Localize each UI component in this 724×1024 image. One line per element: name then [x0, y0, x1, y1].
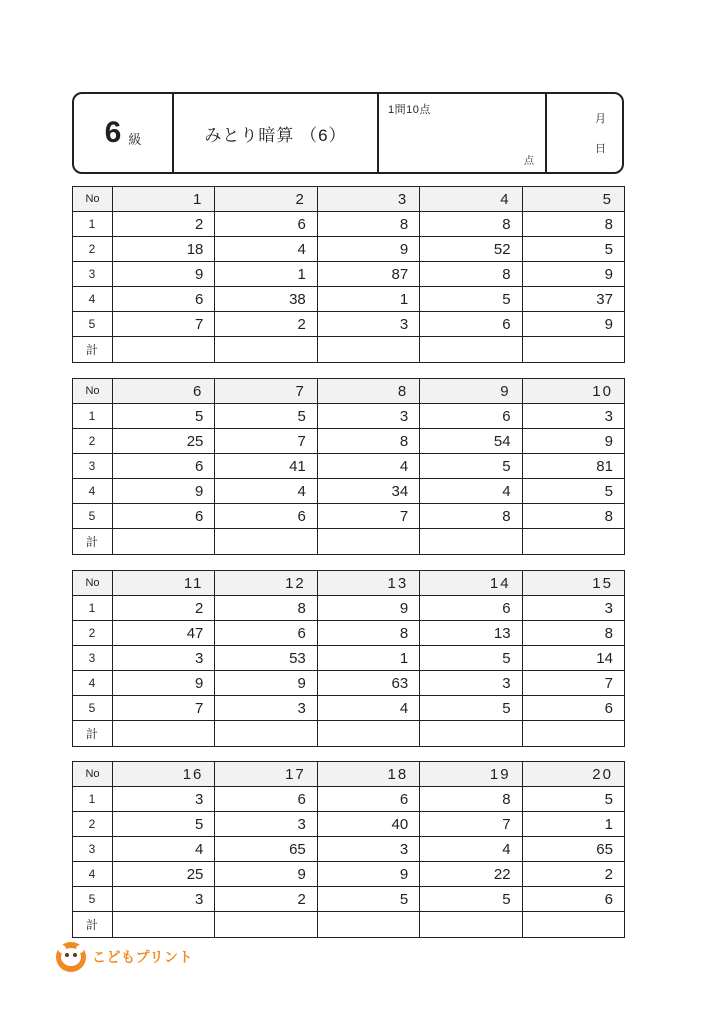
sum-answer-box[interactable]	[420, 912, 522, 938]
sum-answer-box[interactable]	[317, 721, 419, 747]
cell-value: 8	[522, 212, 624, 237]
column-header: 9	[420, 379, 522, 404]
sum-label: 計	[73, 337, 113, 363]
cell-value: 8	[317, 621, 419, 646]
problem-table-3	[72, 570, 625, 747]
cell-value: 3	[113, 887, 215, 912]
table-row	[73, 212, 625, 237]
table-row	[73, 312, 625, 337]
cell-value: 52	[420, 237, 522, 262]
row-label: 4	[73, 862, 113, 887]
sum-label: 計	[73, 721, 113, 747]
cell-value: 5	[522, 479, 624, 504]
problem-table-2	[72, 378, 625, 555]
sum-answer-box[interactable]	[113, 721, 215, 747]
row-label: 5	[73, 696, 113, 721]
sum-answer-box[interactable]	[317, 337, 419, 363]
cell-value: 9	[317, 237, 419, 262]
cell-value: 9	[215, 671, 317, 696]
cell-value: 7	[113, 312, 215, 337]
score-unit: 点	[524, 156, 534, 167]
sum-row	[73, 529, 625, 555]
cell-value: 6	[420, 596, 522, 621]
cell-value: 2	[113, 596, 215, 621]
cell-value: 6	[215, 212, 317, 237]
cell-value: 34	[317, 479, 419, 504]
cell-value: 8	[317, 212, 419, 237]
cell-value: 5	[420, 696, 522, 721]
cell-value: 8	[522, 504, 624, 529]
table-row	[73, 837, 625, 862]
row-label: 2	[73, 429, 113, 454]
date-month-label: 月	[595, 113, 606, 125]
date-cell	[547, 94, 622, 172]
date-day-label: 日	[595, 143, 606, 155]
row-label: 1	[73, 404, 113, 429]
bear-face-icon	[61, 948, 81, 966]
cell-value: 8	[317, 429, 419, 454]
column-header-no: No	[73, 379, 113, 404]
row-label: 2	[73, 621, 113, 646]
table-header-row	[73, 187, 625, 212]
sum-row	[73, 912, 625, 938]
cell-value: 25	[113, 862, 215, 887]
column-header: 15	[522, 571, 624, 596]
column-header: 6	[113, 379, 215, 404]
cell-value: 2	[522, 862, 624, 887]
row-label: 1	[73, 596, 113, 621]
cell-value: 87	[317, 262, 419, 287]
cell-value: 6	[420, 312, 522, 337]
table-row	[73, 262, 625, 287]
cell-value: 37	[522, 287, 624, 312]
cell-value: 7	[420, 812, 522, 837]
cell-value: 3	[317, 404, 419, 429]
column-header: 13	[317, 571, 419, 596]
cell-value: 8	[420, 262, 522, 287]
cell-value: 9	[113, 262, 215, 287]
cell-value: 7	[113, 696, 215, 721]
cell-value: 8	[420, 212, 522, 237]
sum-answer-box[interactable]	[215, 529, 317, 555]
bear-logo-icon	[56, 942, 86, 972]
table-row	[73, 887, 625, 912]
sum-label: 計	[73, 529, 113, 555]
cell-value: 65	[522, 837, 624, 862]
cell-value: 2	[215, 312, 317, 337]
table-row	[73, 696, 625, 721]
cell-value: 22	[420, 862, 522, 887]
cell-value: 4	[317, 454, 419, 479]
cell-value: 5	[420, 287, 522, 312]
cell-value: 41	[215, 454, 317, 479]
score-note: 1問10点	[388, 104, 431, 116]
sum-answer-box[interactable]	[113, 529, 215, 555]
cell-value: 53	[215, 646, 317, 671]
row-label: 4	[73, 671, 113, 696]
table-row	[73, 404, 625, 429]
table-row	[73, 862, 625, 887]
table-header-row	[73, 379, 625, 404]
sum-answer-box[interactable]	[317, 529, 419, 555]
table-row	[73, 454, 625, 479]
row-label: 5	[73, 504, 113, 529]
logo-text: こどもプリント	[92, 949, 193, 965]
sum-answer-box[interactable]	[420, 337, 522, 363]
cell-value: 5	[522, 787, 624, 812]
cell-value: 5	[215, 404, 317, 429]
column-header-no: No	[73, 762, 113, 787]
row-label: 1	[73, 787, 113, 812]
score-cell	[379, 94, 547, 172]
table-row	[73, 237, 625, 262]
cell-value: 6	[522, 887, 624, 912]
column-header: 20	[522, 762, 624, 787]
sum-answer-box[interactable]	[522, 912, 624, 938]
cell-value: 8	[215, 596, 317, 621]
row-label: 3	[73, 454, 113, 479]
table-row	[73, 621, 625, 646]
column-header: 18	[317, 762, 419, 787]
cell-value: 7	[215, 429, 317, 454]
cell-value: 1	[215, 262, 317, 287]
cell-value: 3	[113, 787, 215, 812]
cell-value: 6	[215, 787, 317, 812]
table-row	[73, 287, 625, 312]
cell-value: 5	[113, 812, 215, 837]
column-header: 5	[522, 187, 624, 212]
sum-answer-box[interactable]	[215, 721, 317, 747]
cell-value: 4	[420, 837, 522, 862]
sum-answer-box[interactable]	[420, 529, 522, 555]
table-row	[73, 812, 625, 837]
cell-value: 6	[113, 454, 215, 479]
cell-value: 4	[317, 696, 419, 721]
cell-value: 38	[215, 287, 317, 312]
cell-value: 8	[522, 621, 624, 646]
cell-value: 2	[215, 887, 317, 912]
cell-value: 9	[522, 429, 624, 454]
cell-value: 18	[113, 237, 215, 262]
cell-value: 9	[113, 671, 215, 696]
cell-value: 1	[522, 812, 624, 837]
row-label: 5	[73, 887, 113, 912]
column-header-no: No	[73, 571, 113, 596]
problem-table-4	[72, 761, 625, 938]
column-header: 16	[113, 762, 215, 787]
cell-value: 63	[317, 671, 419, 696]
sum-answer-box[interactable]	[317, 912, 419, 938]
row-label: 3	[73, 262, 113, 287]
row-label: 5	[73, 312, 113, 337]
cell-value: 5	[113, 404, 215, 429]
table-row	[73, 646, 625, 671]
worksheet-header	[72, 92, 624, 174]
cell-value: 3	[317, 837, 419, 862]
table-row	[73, 479, 625, 504]
cell-value: 5	[522, 237, 624, 262]
cell-value: 81	[522, 454, 624, 479]
row-label: 1	[73, 212, 113, 237]
cell-value: 3	[420, 671, 522, 696]
table-header-row	[73, 571, 625, 596]
column-header: 7	[215, 379, 317, 404]
sum-answer-box[interactable]	[215, 912, 317, 938]
cell-value: 3	[215, 696, 317, 721]
cell-value: 13	[420, 621, 522, 646]
cell-value: 8	[420, 787, 522, 812]
cell-value: 6	[113, 504, 215, 529]
cell-value: 9	[522, 312, 624, 337]
row-label: 3	[73, 837, 113, 862]
cell-value: 9	[522, 262, 624, 287]
column-header: 3	[317, 187, 419, 212]
table-row	[73, 504, 625, 529]
cell-value: 14	[522, 646, 624, 671]
sum-label: 計	[73, 912, 113, 938]
column-header: 10	[522, 379, 624, 404]
grade-number: 6	[104, 116, 122, 149]
table-row	[73, 429, 625, 454]
row-label: 4	[73, 287, 113, 312]
table-row	[73, 596, 625, 621]
column-header: 14	[420, 571, 522, 596]
column-header: 8	[317, 379, 419, 404]
cell-value: 54	[420, 429, 522, 454]
column-header: 1	[113, 187, 215, 212]
cell-value: 47	[113, 621, 215, 646]
cell-value: 1	[317, 287, 419, 312]
cell-value: 3	[317, 312, 419, 337]
cell-value: 4	[215, 237, 317, 262]
column-header-no: No	[73, 187, 113, 212]
cell-value: 5	[420, 646, 522, 671]
cell-value: 7	[522, 671, 624, 696]
cell-value: 4	[215, 479, 317, 504]
cell-value: 3	[215, 812, 317, 837]
column-header: 12	[215, 571, 317, 596]
problem-table-1	[72, 186, 625, 363]
cell-value: 6	[317, 787, 419, 812]
cell-value: 40	[317, 812, 419, 837]
cell-value: 1	[317, 646, 419, 671]
worksheet-title: みとり暗算 （6）	[174, 94, 379, 172]
footer-logo	[56, 942, 193, 972]
cell-value: 9	[317, 862, 419, 887]
grade-cell	[74, 94, 174, 172]
cell-value: 65	[215, 837, 317, 862]
cell-value: 7	[317, 504, 419, 529]
table-row	[73, 787, 625, 812]
table-row	[73, 671, 625, 696]
column-header: 11	[113, 571, 215, 596]
column-header: 2	[215, 187, 317, 212]
cell-value: 3	[522, 404, 624, 429]
cell-value: 3	[522, 596, 624, 621]
column-header: 19	[420, 762, 522, 787]
cell-value: 25	[113, 429, 215, 454]
sum-row	[73, 337, 625, 363]
row-label: 3	[73, 646, 113, 671]
cell-value: 9	[113, 479, 215, 504]
table-header-row	[73, 762, 625, 787]
cell-value: 9	[317, 596, 419, 621]
grade-unit: 級	[128, 131, 142, 147]
cell-value: 6	[522, 696, 624, 721]
sum-answer-box[interactable]	[522, 721, 624, 747]
sum-answer-box[interactable]	[113, 337, 215, 363]
sum-answer-box[interactable]	[113, 912, 215, 938]
column-header: 4	[420, 187, 522, 212]
cell-value: 2	[113, 212, 215, 237]
cell-value: 5	[420, 887, 522, 912]
sum-row	[73, 721, 625, 747]
column-header: 17	[215, 762, 317, 787]
cell-value: 4	[113, 837, 215, 862]
sum-answer-box[interactable]	[420, 721, 522, 747]
cell-value: 5	[420, 454, 522, 479]
sum-answer-box[interactable]	[215, 337, 317, 363]
sum-answer-box[interactable]	[522, 337, 624, 363]
cell-value: 6	[215, 621, 317, 646]
cell-value: 6	[420, 404, 522, 429]
row-label: 2	[73, 237, 113, 262]
cell-value: 3	[113, 646, 215, 671]
cell-value: 8	[420, 504, 522, 529]
row-label: 4	[73, 479, 113, 504]
cell-value: 9	[215, 862, 317, 887]
cell-value: 4	[420, 479, 522, 504]
row-label: 2	[73, 812, 113, 837]
sum-answer-box[interactable]	[522, 529, 624, 555]
cell-value: 6	[113, 287, 215, 312]
cell-value: 5	[317, 887, 419, 912]
cell-value: 6	[215, 504, 317, 529]
